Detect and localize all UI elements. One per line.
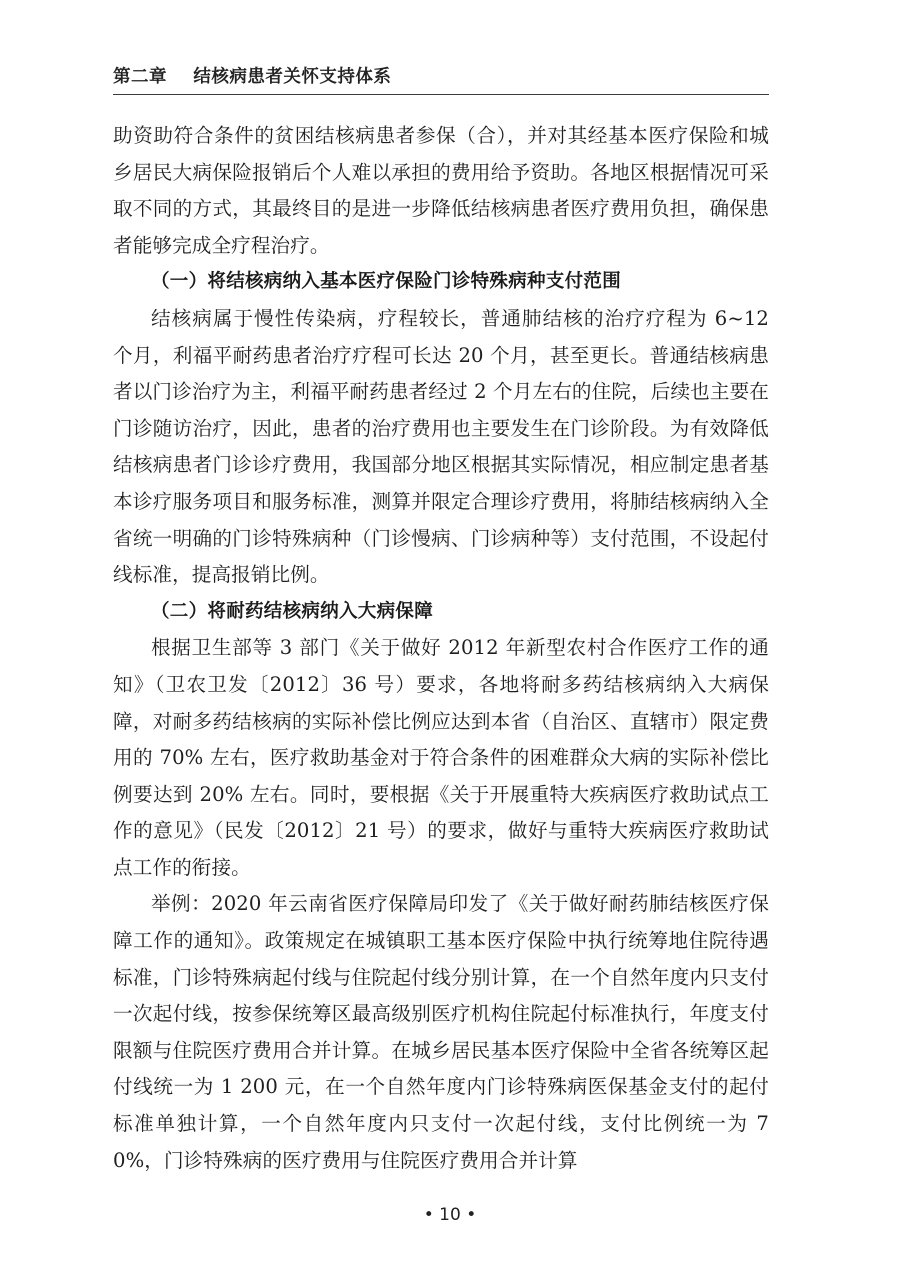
paragraph-3: 根据卫生部等 3 部门《关于做好 2012 年新型农村合作医疗工作的通知》（卫农卫发〔2012〕36 号）要求，各地将耐多药结核病纳入大病保障，对耐多药结核病的实际补偿比例应达到本省（自治区、直辖市）限定费用的 70% 左右，医疗救助基金对于符合条件的困难群众大病的实际补偿比例要达到 20% 左右。同时，要根据《关于开展重特大疾病医疗救助试点工作的意见》（民发〔2012〕21 号）的要求，做好与重特大疾病医疗救助试点工作的衔接。 [113, 636, 769, 879]
chapter-title: 第二章 结核病患者关怀支持体系 [113, 67, 392, 87]
page-number: • 10 • [423, 1205, 477, 1225]
paragraph-4: 举例：2020 年云南省医疗保障局印发了《关于做好耐药肺结核医疗保障工作的通知》。政策规定在城镇职工基本医疗保险中执行统筹地住院待遇标准，门诊特殊病起付线与住院起付线分别计算，在一个自然年度内只支付一次起付线，按参保统筹区最高级别医疗机构住院起付标准执行，年度支付限额与住院医疗费用合并计算。在城乡居民基本医疗保险中全省各统筹区起付线统一为 1 200 元，在一个自然年度内门诊特殊病医保基金支付的起付标准单独计算，一个自然年度内只支付一次起付线，支付比例统一为 70%，门诊特殊病的医疗费用与住院医疗费用合并计算 [113, 892, 769, 1172]
section-heading-1: （一）将结核病纳入基本医疗保险门诊特殊病种支付范围 [151, 271, 622, 293]
page-body [113, 118, 769, 1179]
paragraph-1: 助资助符合条件的贫困结核病患者参保（合），并对其经基本医疗保险和城乡居民大病保险报销后个人难以承担的费用给予资助。各地区根据情况可采取不同的方式，其最终目的是进一步降低结核病患者医疗费用负担，确保患者能够完成全疗程治疗。 [113, 124, 769, 257]
section-heading-2: （二）将耐药结核病纳入大病保障 [151, 600, 434, 622]
paragraph-2: 结核病属于慢性传染病，疗程较长，普通肺结核的治疗疗程为 6~12 个月，利福平耐药患者治疗疗程可长达 20 个月，甚至更长。普通结核病患者以门诊治疗为主，利福平耐药患者经过 2 个月左右的住院，后续也主要在门诊随访治疗，因此，患者的治疗费用也主要发生在门诊阶段。为有效降低结核病患者门诊诊疗费用，我国部分地区根据其实际情况，相应制定患者基本诊疗服务项目和服务标准，测算并限定合理诊疗费用，将肺结核病纳入全省统一明确的门诊特殊病种（门诊慢病、门诊病种等）支付范围，不设起付线标准，提高报销比例。 [113, 306, 769, 587]
running-header [113, 66, 769, 95]
